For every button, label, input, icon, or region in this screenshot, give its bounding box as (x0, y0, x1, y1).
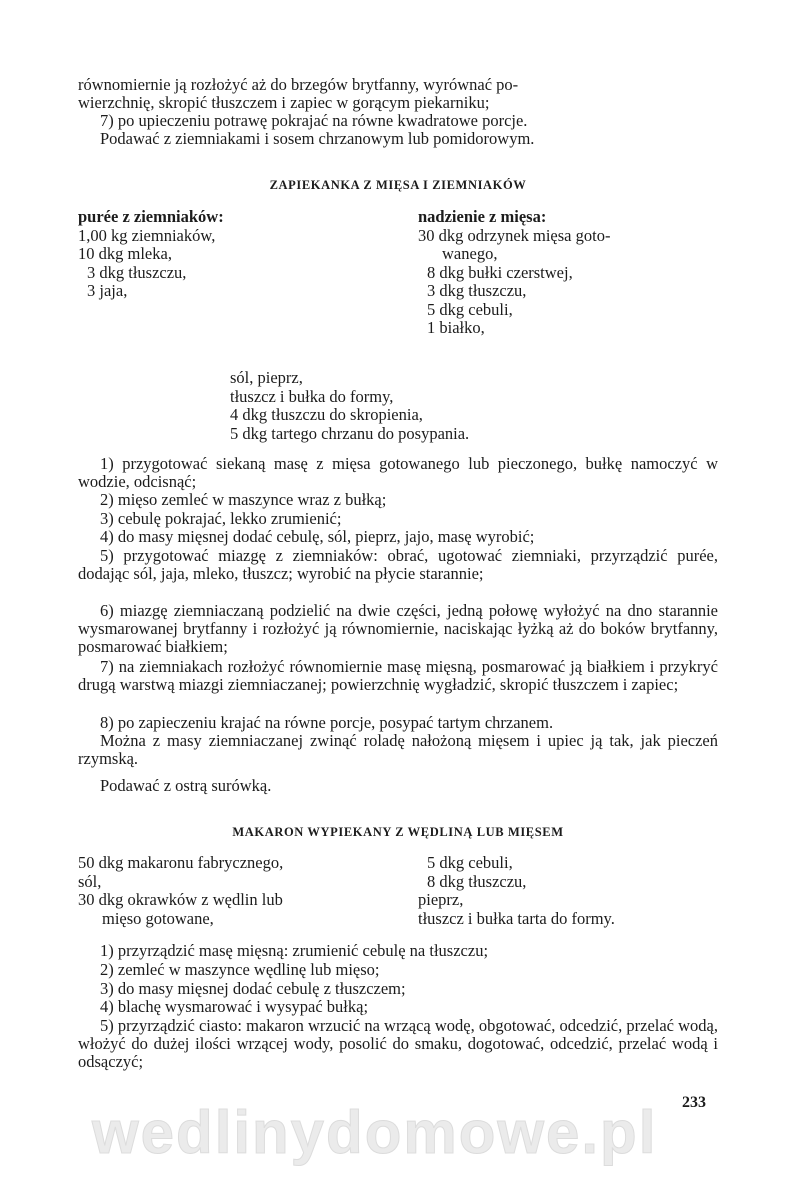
recipe2-right-ingredients (418, 854, 615, 928)
recipe2-step-1: 1) przyrządzić masę mięsną: zrumienić cebulę na tłuszczu; (100, 941, 489, 960)
ingredient: 3 jaja, (87, 281, 128, 300)
ingredient: tłuszcz i bułka do formy, (230, 386, 394, 406)
intro-step-7: 7) po upieczeniu potrawę pokrajać na równe kwadratowe porcje. (100, 111, 528, 130)
recipe2-step-5: 5) przyrządzić ciasto: makaron wrzucić na wrzącą wodę, obgotować, odcedzić, przelać wodą, włożyć do dużej ilości wrzącej wody, posolić do smaku, dogotować, odcedzić, przelać wodą i odsączyć; (78, 1016, 718, 1071)
recipe1-step-5: 5) przygotować miazgę z ziemniaków: obrać, ugotować ziemniaki, przyrządzić purée, dodając sól, jaja, mleko, tłuszcz; wyrobić na płycie starannie; (78, 546, 718, 583)
ingredient: sól, pieprz, (230, 368, 303, 387)
ingredient: 5 dkg cebuli, (427, 299, 513, 319)
recipe1-step-8: 8) po zapieczeniu krajać na równe porcje, posypać tartym chrzanem. (100, 713, 554, 732)
ingredient: 10 dkg mleka, (78, 244, 172, 263)
ingredient: 30 dkg odrzynek mięsa goto- (418, 225, 611, 245)
ingredient: 3 dkg tłuszczu, (427, 281, 527, 300)
recipe1-title: ZAPIEKANKA Z MIĘSA I ZIEMNIAKÓW (269, 178, 527, 192)
recipe1-step-4: 4) do masy mięsnej dodać cebulę, sól, pieprz, jajo, masę wyrobić; (100, 527, 535, 546)
ingredient: mięso gotowane, (102, 908, 214, 928)
recipe1-right-ingredients (418, 208, 610, 338)
recipe1-note: Można z masy ziemniaczanej zwinąć roladę nałożoną mięsem i upiec ją tak, jak pieczeń rzymską. (78, 731, 718, 768)
recipe1-common-ingredients (230, 369, 469, 443)
recipe1-serve: Podawać z ostrą surówką. (100, 776, 272, 795)
intro-line-2: wierzchnię, skropić tłuszczem i zapiec w gorącym piekarniku; (78, 93, 490, 112)
recipe2-step-3: 3) do masy mięsnej dodać cebulę z tłuszczem; (100, 979, 406, 998)
ingredient: wanego, (442, 244, 498, 263)
ingredient: 5 dkg tartego chrzanu do posypania. (230, 423, 470, 443)
recipe1-left-heading: purée z ziemniaków: (78, 207, 224, 226)
intro-serve: Podawać z ziemniakami i sosem chrzanowym lub pomidorowym. (100, 129, 535, 148)
recipe1-step-7: 7) na ziemniakach rozłożyć równomiernie masę mięsną, posmarować ją białkiem i przykryć drugą warstwą miazgi ziemniaczanej; powierzchnię wygładzić, skropić tłuszczem i zapiec; (78, 657, 718, 694)
intro-line-1: równomiernie ją rozłożyć aż do brzegów brytfanny, wyrównać po- (78, 75, 519, 94)
recipe1-step-3: 3) cebulę pokrajać, lekko zrumienić; (100, 509, 342, 528)
recipe2-title: MAKARON WYPIEKANY Z WĘDLINĄ LUB MIĘSEM (232, 825, 564, 839)
ingredient: 3 dkg tłuszczu, (87, 262, 187, 282)
recipe2-step-2: 2) zemleć w maszynce wędlinę lub mięso; (100, 960, 380, 979)
recipe1-step-2: 2) mięso zemleć w maszynce wraz z bułką; (100, 490, 387, 509)
ingredient: sól, (78, 871, 102, 891)
ingredient: 50 dkg makaronu fabrycznego, (78, 853, 284, 872)
ingredient: 30 dkg okrawków z wędlin lub (78, 890, 283, 909)
ingredient: 1 białko, (427, 318, 485, 337)
watermark: wedlinydomowe.pl (92, 1099, 658, 1166)
recipe1-step-1: 1) przygotować siekaną masę z mięsa gotowanego lub pieczonego, bułkę namoczyć w wodzie, odcisnąć; (78, 454, 718, 491)
ingredient: 1,00 kg ziemniaków, (78, 225, 216, 245)
recipe1-right-heading: nadzienie z mięsa: (418, 207, 547, 226)
ingredient: 8 dkg bułki czerstwej, (427, 262, 573, 282)
ingredient: 8 dkg tłuszczu, (427, 871, 527, 891)
ingredient: 5 dkg cebuli, (427, 853, 513, 872)
page-number: 233 (682, 1094, 706, 1111)
recipe1-step-6: 6) miazgę ziemniaczaną podzielić na dwie części, jedną połowę wyłożyć na dno starannie wysmarowanej brytfanny i rozłożyć ją równomiernie, naciskając łyżką aż do boków brytfanny, posmarować białkiem; (78, 601, 718, 656)
recipe1-left-ingredients (78, 208, 224, 301)
recipe2-step-4: 4) blachę wysmarować i wysypać bułką; (100, 997, 369, 1016)
ingredient: 4 dkg tłuszczu do skropienia, (230, 405, 423, 424)
recipe2-left-ingredients (78, 854, 283, 928)
ingredient: tłuszcz i bułka tarta do formy. (418, 908, 615, 928)
ingredient: pieprz, (418, 890, 464, 909)
